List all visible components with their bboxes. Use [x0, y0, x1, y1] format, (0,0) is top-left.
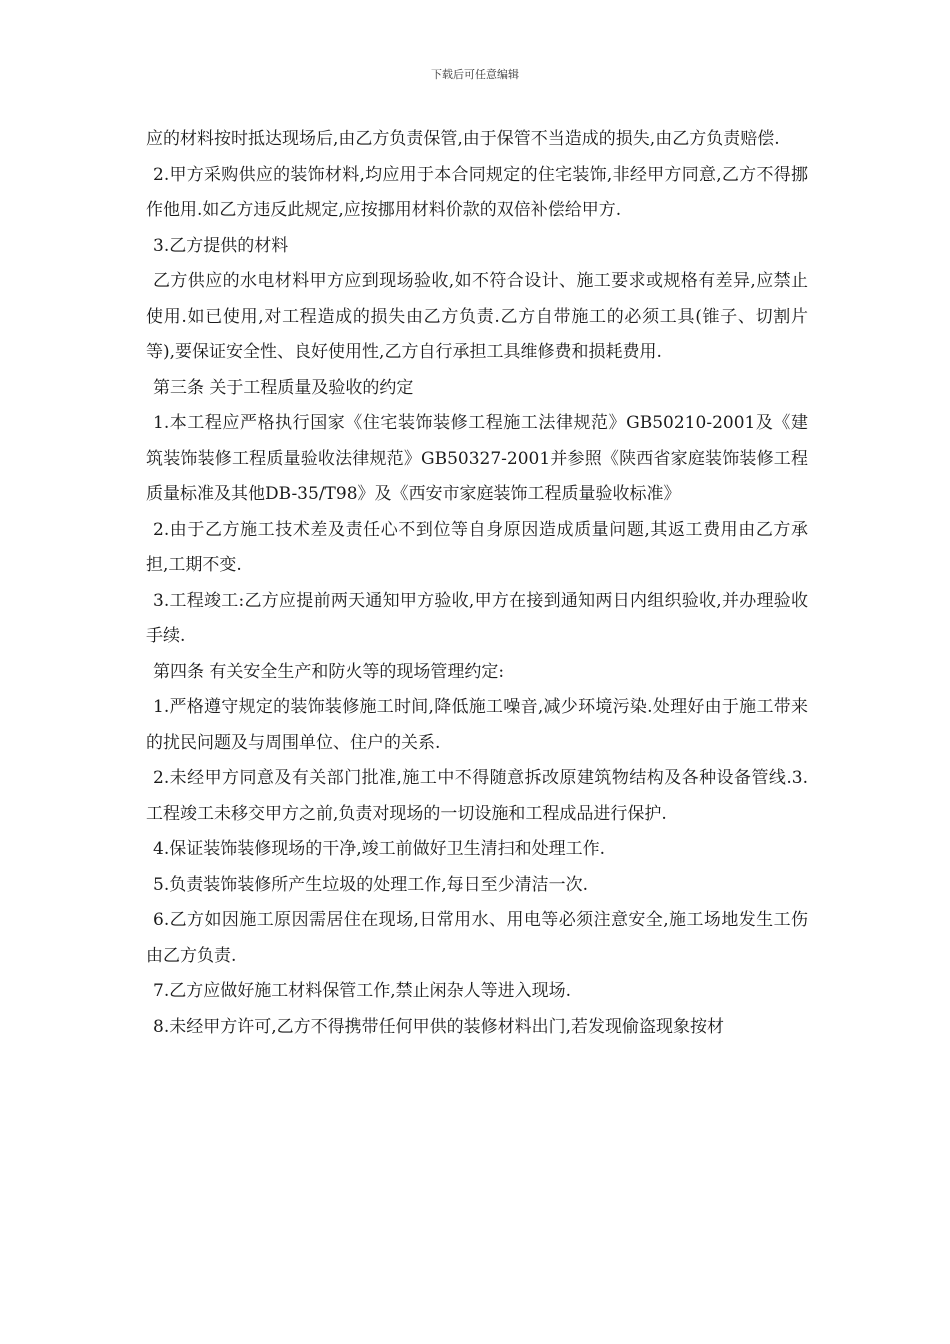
document-body [146, 122, 808, 1045]
paragraph-14: 6.乙方如因施工原因需居住在现场,日常用水、用电等必须注意安全,施工场地发生工伤由乙方负责. [146, 910, 808, 966]
paragraph-2: 2.甲方采购供应的装饰材料,均应用于本合同规定的住宅装饰,非经甲方同意,乙方不得挪作他用.如乙方违反此规定,应按挪用材料价款的双倍补偿给甲方. [146, 164, 808, 220]
paragraph-8: 3.工程竣工:乙方应提前两天通知甲方验收,甲方在接到通知两日内组织验收,并办理验收手续. [146, 590, 808, 646]
paragraph-6: 1.本工程应严格执行国家《住宅装饰装修工程施工法律规范》GB50210-2001及《建筑装饰装修工程质量验收法律规范》GB50327-2001并参照《陕西省家庭装饰装修工程质量标准及其他DB-35/T98》及《西安市家庭装饰工程质量验收标准》 [146, 413, 808, 504]
paragraph-7: 2.由于乙方施工技术差及责任心不到位等自身原因造成质量问题,其返工费用由乙方承担,工期不变. [146, 519, 808, 575]
paragraph-12: 4.保证装饰装修现场的干净,竣工前做好卫生清扫和处理工作. [153, 839, 606, 859]
paragraph-13: 5.负责装饰装修所产生垃圾的处理工作,每日至少清洁一次. [153, 874, 589, 895]
paragraph-16: 8.未经甲方许可,乙方不得携带任何甲供的装修材料出门,若发现偷盗现象按材 [153, 1016, 725, 1037]
paragraph-11: 2.未经甲方同意及有关部门批准,施工中不得随意拆改原建筑物结构及各种设备管线.3.工程竣工未移交甲方之前,负责对现场的一切设施和工程成品进行保护. [146, 768, 808, 824]
section-heading-article-4: 第四条 有关安全生产和防火等的现场管理约定: [153, 661, 505, 682]
paragraph-15: 7.乙方应做好施工材料保管工作,禁止闲杂人等进入现场. [153, 981, 572, 1001]
paragraph-4: 乙方供应的水电材料甲方应到现场验收,如不符合设计、施工要求或规格有差异,应禁止使用.如已使用,对工程造成的损失由乙方负责.乙方自带施工的必须工具(锥子、切割片等),要保证安全性、良好使用性,乙方自行承担工具维修费和损耗费用. [146, 271, 808, 362]
paragraph-3: 3.乙方提供的材料 [153, 235, 289, 256]
page-header: 下载后可任意编辑 [431, 68, 519, 81]
paragraph-1: 应的材料按时抵达现场后,由乙方负责保管,由于保管不当造成的损失,由乙方负责赔偿. [146, 129, 780, 149]
paragraph-10: 1.严格遵守规定的装饰装修施工时间,降低施工噪音,减少环境污染.处理好由于施工带来的扰民问题及与周围单位、住户的关系. [146, 697, 808, 753]
section-heading-article-3: 第三条 关于工程质量及验收的约定 [153, 377, 414, 398]
